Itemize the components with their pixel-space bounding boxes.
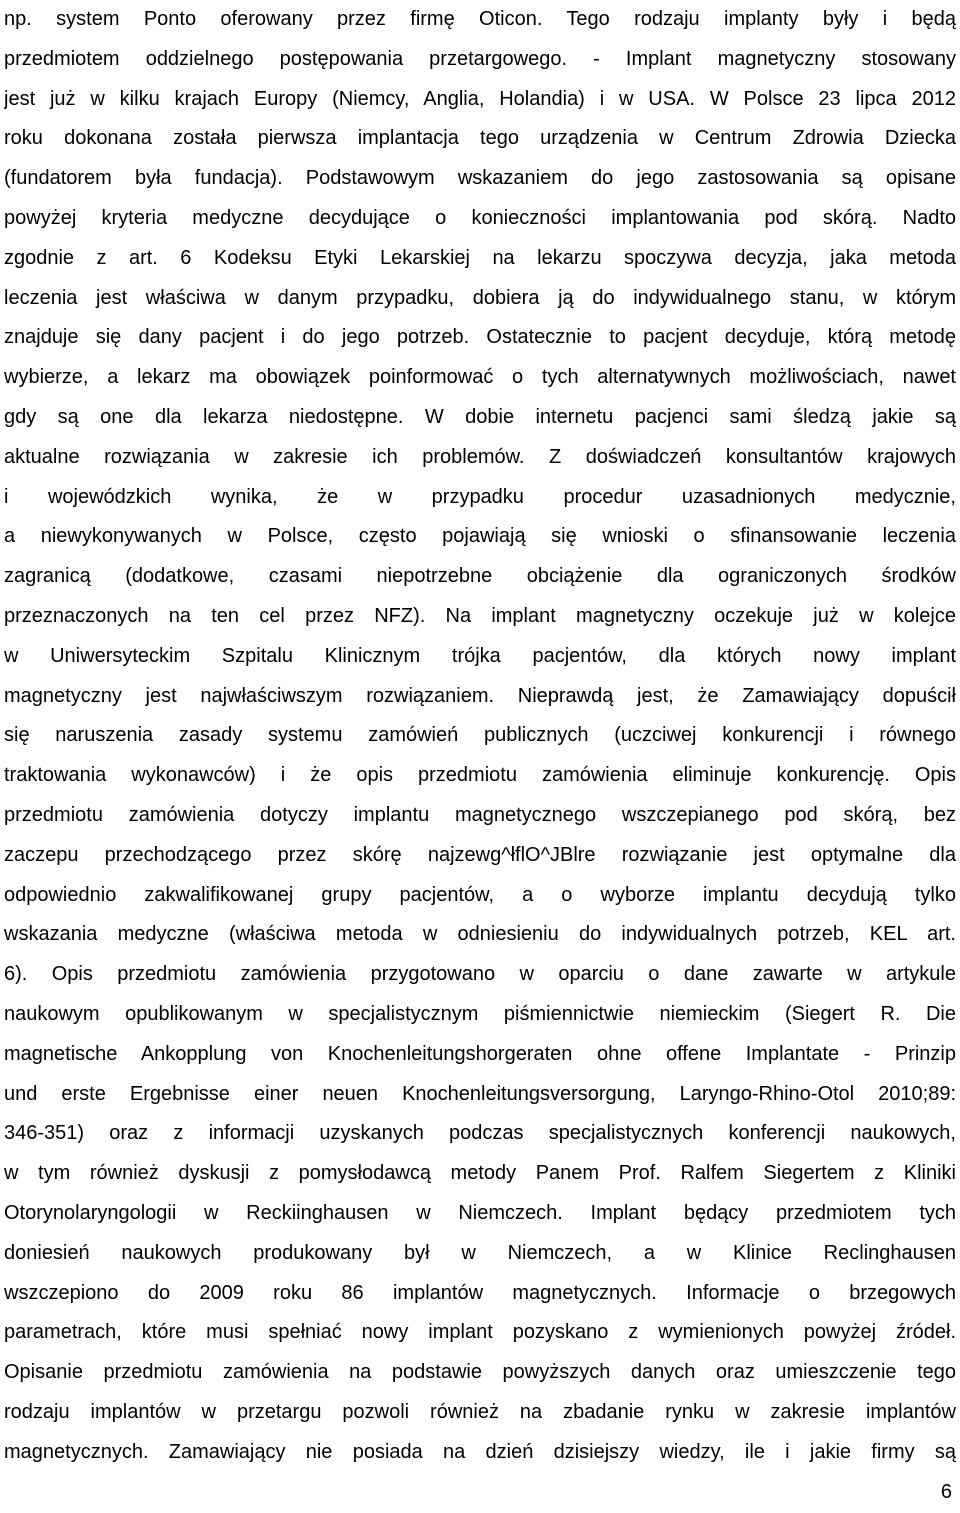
text-line: jest już w kilku krajach Europy (Niemcy, Anglia, Holandia) i w USA. W Polsce 23 lipca 2012 xyxy=(4,87,956,110)
text-line: przedmiotu zamówienia dotyczy implantu magnetycznego wszczepianego pod skórą, bez xyxy=(4,803,956,826)
text-line: magnetyczny jest najwłaściwszym rozwiązaniem. Nieprawdą jest, że Zamawiający dopuścił xyxy=(4,684,956,707)
page-number: 6 xyxy=(940,1481,952,1503)
text-line: gdy są one dla lekarza niedostępne. W dobie internetu pacjenci sami śledzą jakie są xyxy=(4,405,956,428)
text-line: zagranicą (dodatkowe, czasami niepotrzebne obciążenie dla ograniczonych środków xyxy=(4,565,956,588)
text-line: powyżej kryteria medyczne decydujące o konieczności implantowania pod skórą. Nadto xyxy=(4,206,956,229)
document-page xyxy=(4,0,956,1472)
text-line: naukowym opublikowanym w specjalistycznym piśmiennictwie niemieckim (Siegert R. Die xyxy=(4,1002,956,1025)
text-line: w Uniwersyteckim Szpitalu Klinicznym trójka pacjentów, dla których nowy implant xyxy=(4,644,956,667)
text-line: wskazania medyczne (właściwa metoda w odniesieniu do indywidualnych potrzeb, KEL art. xyxy=(4,923,956,946)
body-paragraph xyxy=(4,0,956,1472)
text-line: traktowania wykonawców) i że opis przedmiotu zamówienia eliminuje konkurencję. Opis xyxy=(4,764,956,787)
text-line: rodzaju implantów w przetargu pozwoli również na zbadanie rynku w zakresie implantów xyxy=(4,1400,956,1423)
text-line: a niewykonywanych w Polsce, często pojawiają się wnioski o sfinansowanie leczenia xyxy=(4,525,956,548)
text-line: aktualne rozwiązania w zakresie ich problemów. Z doświadczeń konsultantów krajowych xyxy=(4,445,956,468)
text-line: roku dokonana została pierwsza implantacja tego urządzenia w Centrum Zdrowia Dziecka xyxy=(4,127,956,150)
text-line: (fundatorem była fundacja). Podstawowym wskazaniem do jego zastosowania są opisane xyxy=(4,167,956,190)
text-line: odpowiednio zakwalifikowanej grupy pacjentów, a o wyborze implantu decydują tylko xyxy=(4,883,956,906)
text-line: np. system Ponto oferowany przez firmę Oticon. Tego rodzaju implanty były i będą xyxy=(4,8,956,30)
text-line: 346-351) oraz z informacji uzyskanych podczas specjalistycznych konferencji naukowych, xyxy=(4,1122,956,1145)
text-line: się naruszenia zasady systemu zamówień publicznych (uczciwej konkurencji i równego xyxy=(4,724,956,747)
text-line: wybierze, a lekarz ma obowiązek poinformować o tych alternatywnych możliwościach, nawet xyxy=(4,366,956,389)
text-line: znajduje się dany pacjent i do jego potrzeb. Ostatecznie to pacjent decyduje, którą metodę xyxy=(4,326,956,349)
text-line: magnetycznych. Zamawiający nie posiada na dzień dzisiejszy wiedzy, ile i jakie firmy są xyxy=(4,1440,956,1463)
text-line: w tym również dyskusji z pomysłodawcą metody Panem Prof. Ralfem Siegertem z Kliniki xyxy=(4,1162,956,1185)
text-line: Otorynolaryngologii w Reckiinghausen w Niemczech. Implant będący przedmiotem tych xyxy=(4,1201,956,1224)
text-line: leczenia jest właściwa w danym przypadku, dobiera ją do indywidualnego stanu, w którym xyxy=(4,286,956,309)
text-line: Opisanie przedmiotu zamówienia na podstawie powyższych danych oraz umieszczenie tego xyxy=(4,1361,956,1384)
text-line: und erste Ergebnisse einer neuen Knochenleitungsversorgung, Laryngo-Rhino-Otol 2010;89: xyxy=(4,1082,956,1105)
text-line: magnetische Ankopplung von Knochenleitungshorgeraten ohne offene Implantate - Prinzip xyxy=(4,1042,956,1065)
text-line: zaczepu przechodzącego przez skórę najzewg^łflO^JBlre rozwiązanie jest optymalne dla xyxy=(4,843,956,866)
text-line: parametrach, które musi spełniać nowy implant pozyskano z wymienionych powyżej źródeł. xyxy=(4,1321,956,1344)
text-line: i wojewódzkich wynika, że w przypadku procedur uzasadnionych medycznie, xyxy=(4,485,956,508)
text-line: przeznaczonych na ten cel przez NFZ). Na implant magnetyczny oczekuje już w kolejce xyxy=(4,604,956,627)
text-line: przedmiotem oddzielnego postępowania przetargowego. - Implant magnetyczny stosowany xyxy=(4,47,956,70)
text-line: doniesień naukowych produkowany był w Niemczech, a w Klinice Reclinghausen xyxy=(4,1241,956,1264)
text-line: 6). Opis przedmiotu zamówienia przygotowano w oparciu o dane zawarte w artykule xyxy=(4,963,956,986)
text-line: wszczepiono do 2009 roku 86 implantów magnetycznych. Informacje o brzegowych xyxy=(4,1281,956,1304)
text-line: zgodnie z art. 6 Kodeksu Etyki Lekarskiej na lekarzu spoczywa decyzja, jaka metoda xyxy=(4,246,956,269)
